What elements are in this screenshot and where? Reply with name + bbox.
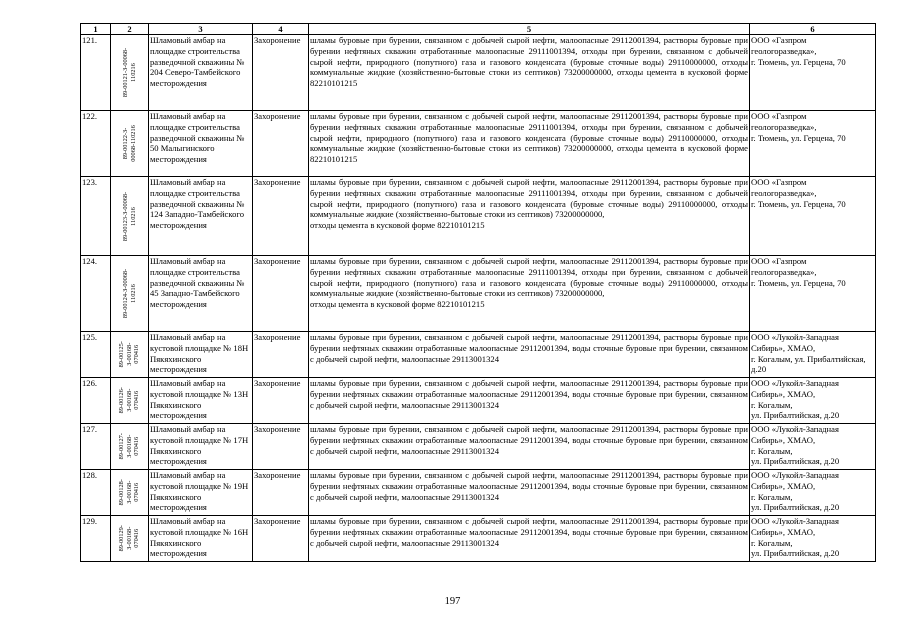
waste-paragraph: отходы цемента в кусковой форме 82210101215 (310, 220, 485, 231)
registry-code-wrapper (111, 36, 148, 109)
registry-code-line: 070416 (133, 391, 141, 410)
registry-code (118, 387, 141, 413)
operator-organization (750, 35, 876, 111)
facility-purpose: Захоронение (253, 35, 309, 111)
facility-purpose: Захоронение (253, 256, 309, 332)
facility-name: Шламовый амбар на кустовой площадке № 19Н Пякяхинского месторождения (149, 470, 253, 516)
registry-code-line: 89-00126- (118, 387, 126, 414)
registry-code-line: 89-00128- (118, 479, 126, 506)
registry-code-wrapper (111, 178, 148, 254)
facility-name: Шламовый амбар на кустовой площадке № 13Н Пякяхинского месторождения (149, 378, 253, 424)
row-number: 129. (81, 516, 111, 562)
waste-paragraph: шламы буровые при бурении, связанном с добычей сырой нефти, малоопасные 29112001394, растворы буровые при бурении нефтяных скважин отработанные малоопасные 29112001394, воды сточные буровые при бурении, связанном с добычей сырой нефти, малоопасные 29113001324 (310, 424, 748, 456)
facility-purpose: Захоронение (253, 516, 309, 562)
waste-types (309, 516, 750, 562)
operator-line: ООО «Лукойл-Западная Сибирь», ХМАО, (751, 332, 839, 353)
column-header: 3 (149, 24, 253, 35)
registry-code-wrapper (111, 425, 148, 468)
facility-purpose: Захоронение (253, 424, 309, 470)
registry-code-line: 89-00125- (118, 341, 126, 368)
column-header: 5 (309, 24, 750, 35)
registry-code-line: 110216 (129, 284, 137, 303)
registry-code-line: 110216 (129, 63, 137, 82)
registry-code-cell (111, 35, 149, 111)
operator-line: г. Когалым, (751, 399, 793, 410)
operator-line: ООО «Газпром геологоразведка», (751, 111, 817, 132)
table-row (81, 256, 876, 332)
table-row (81, 378, 876, 424)
facility-purpose: Захоронение (253, 177, 309, 256)
registry-code-line: 89-00127- (118, 433, 126, 460)
facility-purpose: Захоронение (253, 332, 309, 378)
table-row (81, 35, 876, 111)
operator-line: ул. Прибалтийская, д.20 (751, 502, 840, 513)
facility-name: Шламовый амбар на кустовой площадке № 18Н Пякяхинского месторождения (149, 332, 253, 378)
registry-code-line: З-00168- (125, 434, 133, 459)
registry-code-cell (111, 470, 149, 516)
operator-line: ООО «Газпром геологоразведка», (751, 177, 817, 198)
registry-code-line: 89-00129- (118, 525, 126, 552)
table-row (81, 177, 876, 256)
column-header: 2 (111, 24, 149, 35)
column-header: 6 (750, 24, 876, 35)
facility-purpose: Захоронение (253, 378, 309, 424)
operator-organization (750, 111, 876, 177)
registry-code-cell (111, 516, 149, 562)
operator-line: г. Когалым, (751, 445, 793, 456)
operator-organization (750, 378, 876, 424)
registry-code-line: 89-00123-З-00068- (122, 191, 130, 241)
row-number: 126. (81, 378, 111, 424)
row-number: 128. (81, 470, 111, 516)
registry-code (118, 433, 141, 459)
registry-code-cell (111, 332, 149, 378)
registry-code-line: 89-00124-З-00068- (122, 268, 130, 319)
registry-code (122, 125, 137, 162)
operator-line: г. Тюмень, ул. Герцена, 70 (751, 56, 846, 67)
table-row (81, 516, 876, 562)
operator-line: г. Тюмень, ул. Герцена, 70 (751, 277, 846, 288)
operator-organization (750, 256, 876, 332)
registry-code-wrapper (111, 379, 148, 422)
waste-paragraph: шламы буровые при бурении, связанном с добычей сырой нефти, малоопасные 29112001394, растворы буровые при бурении нефтяных скважин отработанные малоопасные 29112001394, воды сточные буровые при бурении, связанном с добычей сырой нефти, малоопасные 29113001324 (310, 516, 748, 548)
row-number: 127. (81, 424, 111, 470)
registry-code-cell (111, 378, 149, 424)
waste-types (309, 177, 750, 256)
waste-paragraph: шламы буровые при бурении, связанном с добычей сырой нефти, малоопасные 29112001394, растворы буровые при бурении нефтяных скважин отработанные малоопасные 29111001394, отходы при бурении, связанном с добычей сырой нефти, природного (попутного) газа и газового конденсата (буровые сточные воды) 29110000000, отходы коммунальные жидкие (хозяйственно-бытовые стоки из септиков) 73200000000, отходы цемента в кусковой форме 82210101215 (310, 111, 748, 165)
operator-organization (750, 177, 876, 256)
registry-code-cell (111, 256, 149, 332)
registry-code (122, 191, 137, 240)
waste-paragraph: шламы буровые при бурении, связанном с добычей сырой нефти, малоопасные 29112001394, растворы буровые при бурении нефтяных скважин отработанные малоопасные 29112001394, воды сточные буровые при бурении, связанном с добычей сырой нефти, малоопасные 29113001324 (310, 470, 748, 502)
row-number: 121. (81, 35, 111, 111)
operator-line: ООО «Лукойл-Западная Сибирь», ХМАО, (751, 516, 839, 537)
registry-table (80, 23, 876, 562)
waste-paragraph: шламы буровые при бурении, связанном с добычей сырой нефти, малоопасные 29112001394, растворы буровые при бурении нефтяных скважин отработанные малоопасные 29112001394, воды сточные буровые при бурении, связанном с добычей сырой нефти, малоопасные 29113001324 (310, 332, 748, 364)
page-number: 197 (444, 596, 461, 607)
operator-organization (750, 424, 876, 470)
row-number: 122. (81, 111, 111, 177)
operator-line: ООО «Лукойл-Западная Сибирь», ХМАО, (751, 378, 839, 399)
table-row (81, 111, 876, 177)
waste-paragraph: шламы буровые при бурении, связанном с добычей сырой нефти, малоопасные 29112001394, растворы буровые при бурении нефтяных скважин отработанные малоопасные 29111001394, отходы при бурении, связанном с добычей сырой нефти, природного (попутного) газа и газового конденсата (буровые сточные воды) 29110000000, отходы коммунальные жидкие (хозяйственно-бытовые стоки из септиков) 73200000000, (310, 177, 748, 220)
registry-code-line: 89-00121-З-00068- (122, 47, 130, 98)
operator-line: г. Когалым, (751, 537, 793, 548)
registry-code (118, 479, 141, 505)
operator-line: г. Когалым, (751, 491, 793, 502)
registry-code-line: З-00168- (125, 480, 133, 505)
operator-organization (750, 470, 876, 516)
operator-line: ООО «Газпром геологоразведка», (751, 256, 817, 277)
operator-organization (750, 332, 876, 378)
registry-code-line: 070416 (133, 345, 141, 364)
facility-name: Шламовый амбар на кустовой площадке № 17Н Пякяхинского месторождения (149, 424, 253, 470)
registry-sheet (80, 23, 875, 562)
registry-code-wrapper (111, 112, 148, 175)
facility-name: Шламовый амбар на площадке строительства разведочной скважины № 50 Малыгинского месторождения (149, 111, 253, 177)
waste-types (309, 424, 750, 470)
operator-line: г. Тюмень, ул. Герцена, 70 (751, 132, 846, 143)
waste-paragraph: шламы буровые при бурении, связанном с добычей сырой нефти, малоопасные 29112001394, растворы буровые при бурении нефтяных скважин отработанные малоопасные 29111001394, отходы при бурении, связанном с добычей сырой нефти, природного (попутного) газа и газового конденсата (буровые сточные воды) 29110000000, отходы коммунальные жидкие (хозяйственно-бытовые стоки из септиков) 73200000000, (310, 256, 748, 299)
facility-purpose: Захоронение (253, 470, 309, 516)
registry-code-wrapper (111, 471, 148, 514)
registry-code-line: 110216 (129, 206, 137, 226)
registry-code-wrapper (111, 333, 148, 376)
registry-code-line: 070416 (133, 483, 141, 502)
waste-paragraph: шламы буровые при бурении, связанном с добычей сырой нефти, малоопасные 29112001394, растворы буровые при бурении нефтяных скважин отработанные малоопасные 29112001394, воды сточные буровые при бурении, связанном с добычей сырой нефти, малоопасные 29113001324 (310, 378, 748, 410)
registry-code-line: З-00168- (125, 342, 133, 367)
registry-code-cell (111, 111, 149, 177)
operator-line: ООО «Газпром геологоразведка», (751, 35, 817, 56)
waste-types (309, 378, 750, 424)
row-number: 124. (81, 256, 111, 332)
registry-code-wrapper (111, 517, 148, 560)
registry-code (122, 269, 137, 318)
table-row (81, 470, 876, 516)
registry-code-cell (111, 177, 149, 256)
operator-line: ООО «Лукойл-Западная Сибирь», ХМАО, (751, 424, 839, 445)
table-row (81, 424, 876, 470)
registry-code-cell (111, 424, 149, 470)
registry-code-line: 070416 (133, 437, 141, 456)
facility-name: Шламовый амбар на площадке строительства разведочной скважины № 124 Западно-Тамбейского месторождения (149, 177, 253, 256)
waste-paragraph: шламы буровые при бурении, связанном с добычей сырой нефти, малоопасные 29112001394, растворы буровые при бурении нефтяных скважин отработанные малоопасные 29111001394, отходы при бурении, связанном с добычей сырой нефти, природного (попутного) газа и газового конденсата (буровые сточные воды) 29110000000, отходы коммунальные жидкие (хозяйственно-бытовые стоки из септиков) 73200000000, отходы цемента в кусковой форме 82210101215 (310, 35, 748, 89)
registry-code (118, 341, 141, 367)
waste-types (309, 35, 750, 111)
registry-code-wrapper (111, 257, 148, 330)
waste-types (309, 332, 750, 378)
facility-name: Шламовый амбар на площадке строительства разведочной скважины № 204 Северо-Тамбейского месторождения (149, 35, 253, 111)
table-header-row (81, 24, 876, 35)
waste-types (309, 256, 750, 332)
operator-line: ул. Прибалтийская, д.20 (751, 410, 840, 421)
operator-line: ООО «Лукойл-Западная Сибирь», ХМАО, (751, 470, 839, 491)
waste-paragraph: отходы цемента в кусковой форме 82210101215 (310, 299, 485, 310)
waste-types (309, 111, 750, 177)
registry-code-line: З-00168- (125, 388, 133, 413)
registry-code-line: 00068-110216 (129, 125, 137, 162)
registry-code-line: З-00168- (125, 526, 133, 551)
facility-purpose: Захоронение (253, 111, 309, 177)
row-number: 123. (81, 177, 111, 256)
registry-code-line: 89-00122-З- (122, 127, 129, 160)
facility-name: Шламовый амбар на кустовой площадке № 16Н Пякяхинского месторождения (149, 516, 253, 562)
facility-name: Шламовый амбар на площадке строительства разведочной скважины № 45 Западно-Тамбейского месторождения (149, 256, 253, 332)
row-number: 125. (81, 332, 111, 378)
operator-line: ул. Прибалтийская, д.20 (751, 456, 840, 467)
registry-code-line: 070416 (133, 529, 141, 548)
registry-code (122, 48, 137, 97)
waste-types (309, 470, 750, 516)
registry-code (118, 525, 141, 551)
column-header: 1 (81, 24, 111, 35)
column-header: 4 (253, 24, 309, 35)
operator-line: г. Тюмень, ул. Герцена, 70 (751, 198, 846, 209)
operator-organization (750, 516, 876, 562)
operator-line: ул. Прибалтийская, д.20 (751, 548, 840, 559)
operator-line: г. Когалым, ул. Прибалтийская, д.20 (751, 353, 866, 375)
table-row (81, 332, 876, 378)
